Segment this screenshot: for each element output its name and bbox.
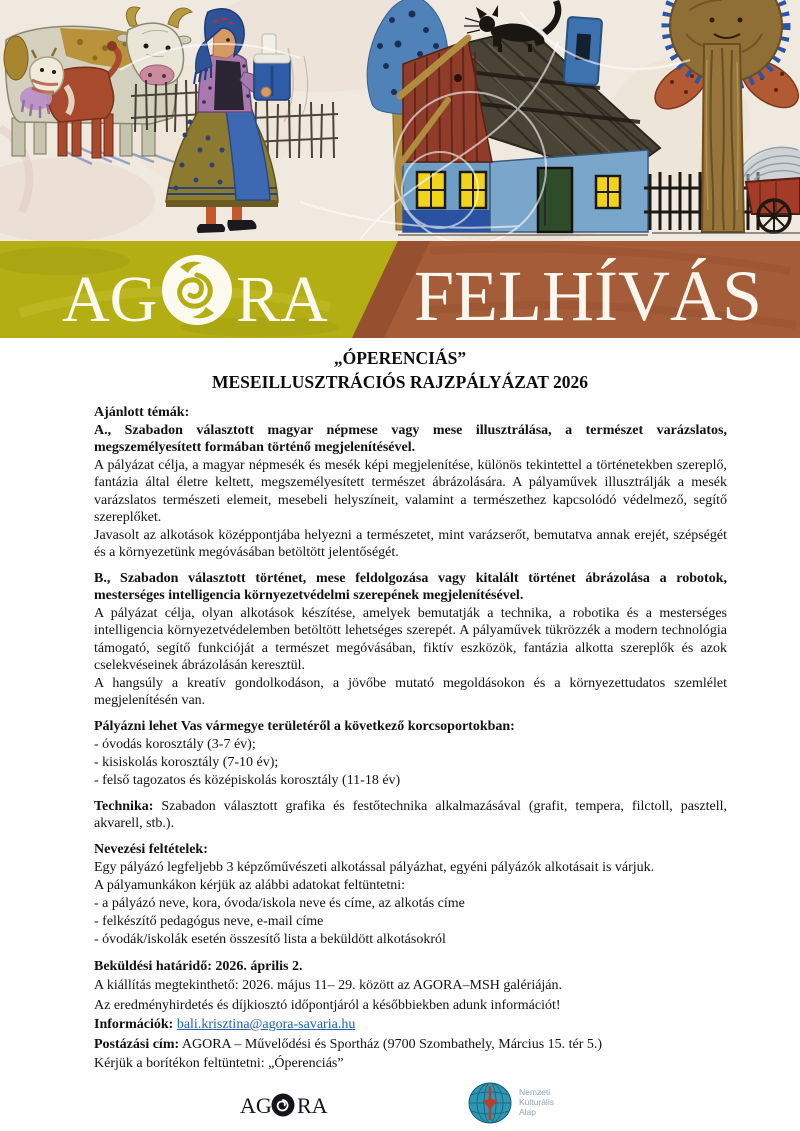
topic-a-paragraph-2: Javasolt az alkotások középpontjába helyezni a természetet, mint varázserőt, bemutatva annak erejét, szépségét és a környezetünk megóvásában betöltött jelentőségét.: [94, 527, 727, 560]
entry-conditions-line: Egy pályázó legfeljebb 3 képzőművészeti alkotással pályázhat, egyéni pályázók alkotásait is várjuk.: [94, 859, 655, 875]
folk-illustration: [0, 0, 800, 241]
deadline-line: Beküldési határidő: 2026. április 2.: [94, 958, 303, 974]
topic-b-paragraph-2: A hangsúly a kreatív gondolkodáson, a jövőbe mutató megoldásokon és a környezettudatos szemlélet megjelenítésén van.: [94, 675, 727, 708]
door: [538, 168, 572, 232]
entry-conditions-item: - felkészítő pedagógus neve, e-mail címe: [94, 913, 324, 929]
agora-footer-text-right: RA: [297, 1093, 328, 1118]
agora-footer-logo: [238, 1092, 348, 1120]
age-group-item: - felső tagozatos és középiskolás korosztály (11-18 év): [94, 772, 401, 788]
title-line1: „ÓPERENCIÁS”: [333, 348, 467, 368]
age-group-item: - kisiskolás korosztály (7-10 év);: [94, 754, 279, 770]
contact-email-link[interactable]: bali.krisztina@agora-savaria.hu: [176, 1017, 356, 1032]
agora-logo-text-right: RA: [236, 263, 328, 336]
postal-label: Postázási cím:: [94, 1036, 180, 1052]
envelope-line: Kérjük a borítékon feltüntetni: „Óperenciás”: [94, 1056, 344, 1071]
postal-line: Postázási cím: AGORA – Művelődési és Sportház (9700 Szombathely, Március 15. tér 5.): [94, 1036, 603, 1052]
results-line: Az eredményhirdetés és díjkiosztó időpontjáról a későbbiekben adunk információt!: [94, 997, 561, 1013]
agora-swirl-icon: [162, 255, 232, 325]
age-groups-heading: Pályázni lehet Vas vármegye területéről a következő korcsoportokban:: [94, 718, 515, 734]
suggested-topics-heading: Ajánlott témák:: [94, 405, 190, 420]
chimney: [564, 17, 603, 85]
banner: [0, 241, 800, 338]
agora-logo-text-left: AG: [62, 263, 158, 336]
entry-conditions-line: A pályamunkákon kérjük az alábbi adatokat feltüntetni:: [94, 877, 406, 893]
window: [596, 176, 620, 208]
agora-footer-text-left: AG: [240, 1093, 272, 1118]
window: [460, 172, 486, 208]
technique-label: Technika:: [94, 798, 154, 814]
topic-b-heading: B., Szabadon választott történet, mese feldolgozása vagy kitalált történet ábrázolása a robotok, mesterséges intelligencia környezetvédelmi szerepének megjelenítésével.: [94, 570, 727, 603]
page-title: [0, 346, 800, 394]
svg-text:Alap: Alap: [519, 1107, 537, 1117]
info-line: [94, 1015, 727, 1035]
age-group-item: - óvodás korosztály (3-7 év);: [94, 736, 256, 752]
nka-logo-text: [519, 1087, 554, 1117]
topic-a-paragraph-1: A pályázat célja, a magyar népmesék és mesék képi megjelenítése, különös tekintettel a történetekben szereplő, fantázia által életre keltett, megszemélyesített természet ábrázolására. A pályaművek illusztrálják a mesék varázslatos természeti elemeit, mesebeli helyszíneit, valamint a természethez kapcsolódó védelmező, segítő szereplőket.: [94, 457, 727, 525]
entry-conditions-heading: Nevezési feltételek:: [94, 841, 208, 857]
agora-footer-swirl-icon: [272, 1094, 295, 1117]
entry-conditions-item: - a pályázó neve, kora, óvoda/iskola neve és címe, az alkotás címe: [94, 895, 465, 911]
topic-b-paragraph-1: A pályázat célja, olyan alkotások készítése, amelyek bemutatják a technika, a robotika és a mesterséges intelligencia környezetvédelemben betöltött lehetséges szerepét. A pályaművek tükrözzék a modern technológia támogató, segítő funkcióját a természet megóvásában, fiktív eszközök, fantázia alkotta szereplők és azok cselekvéseinek ábrázolásán keresztül.: [94, 605, 727, 673]
svg-text:Kulturális: Kulturális: [519, 1097, 554, 1107]
exhibition-line: A kiállítás megtekinthető: 2026. május 11– 29. között az AGORA–MSH galériáján.: [94, 978, 563, 993]
closing-block: [94, 957, 727, 1074]
nka-globe-icon: [469, 1083, 511, 1123]
entry-conditions-item: - óvodák/iskolák esetén összesítő lista a beküldött alkotásokról: [94, 931, 446, 947]
body-text: [94, 404, 727, 1074]
felhivas-banner-text: FELHÍVÁS: [414, 256, 763, 336]
topic-a-heading: A., Szabadon választott magyar népmese vagy mese illusztrálása, a természet varázslatos, megszemélyesített formában történő megjelenítésével.: [94, 422, 727, 455]
title-line2: MESEILLUSZTRÁCIÓS RAJZPÁLYÁZAT 2026: [211, 372, 589, 392]
nka-logo: [466, 1080, 576, 1126]
svg-text:Nemzeti: Nemzeti: [519, 1087, 551, 1097]
technique-line: Technika: Szabadon választott grafika és festőtechnika alkalmazásával (grafit, tempera, filctoll, pasztell, akvarell, stb.).: [94, 798, 727, 831]
info-label: Információk:: [94, 1017, 174, 1032]
